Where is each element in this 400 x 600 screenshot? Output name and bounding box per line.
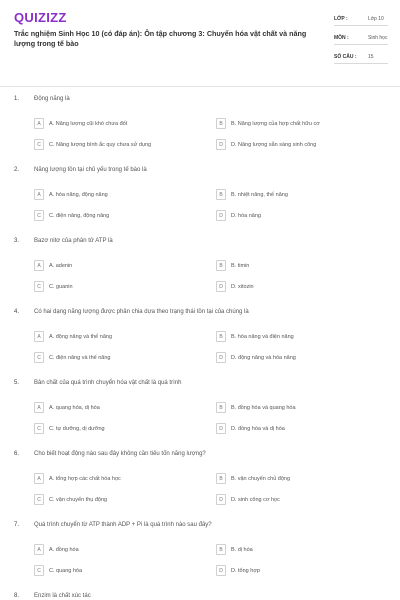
question-item: [0, 593, 400, 600]
option-letter: B: [216, 189, 226, 200]
option-text: A. adenin: [49, 262, 73, 269]
answer-option[interactable]: [34, 188, 202, 201]
option-letter: D: [216, 352, 226, 363]
option-text: B. đồng hóa và quang hóa: [231, 404, 296, 411]
option-text: B. nhiệt năng, thế năng: [231, 191, 288, 198]
option-letter: D: [216, 139, 226, 150]
answer-option[interactable]: [34, 330, 202, 343]
answer-option[interactable]: [34, 493, 202, 506]
answer-option[interactable]: [216, 351, 384, 364]
option-text: D. xitozin: [231, 283, 254, 290]
meta-value: 15: [368, 54, 374, 60]
option-letter: D: [216, 423, 226, 434]
option-letter: C: [34, 423, 44, 434]
answer-option[interactable]: [216, 422, 384, 435]
answer-option[interactable]: [216, 330, 384, 343]
question-text: Bazơ nitơ của phân tử ATP là: [34, 238, 113, 244]
question-item: [0, 238, 400, 309]
answer-option[interactable]: [34, 280, 202, 293]
question-item: [0, 96, 400, 167]
question-text: Quá trình chuyển từ ATP thành ADP + Pi là quá trình nào sau đây?: [34, 522, 212, 528]
question-item: [0, 380, 400, 451]
answer-option[interactable]: [216, 188, 384, 201]
option-letter: C: [34, 352, 44, 363]
option-letter: D: [216, 210, 226, 221]
option-text: D. Năng lượng sẵn sàng sinh công: [231, 141, 317, 148]
answer-option[interactable]: [216, 564, 384, 577]
option-letter: C: [34, 494, 44, 505]
option-letter: D: [216, 494, 226, 505]
option-text: C. tự dưỡng, dị dưỡng: [49, 425, 105, 432]
answer-option[interactable]: [34, 138, 202, 151]
question-text: Năng lượng tồn tại chủ yếu trong tế bào là: [34, 167, 147, 173]
answer-option[interactable]: [216, 209, 384, 222]
option-letter: A: [34, 189, 44, 200]
answer-option[interactable]: [34, 564, 202, 577]
answer-option[interactable]: [34, 351, 202, 364]
option-text: A. tổng hợp các chất hóa học: [49, 475, 121, 482]
meta-row-count: [334, 52, 388, 64]
option-letter: C: [34, 565, 44, 576]
option-letter: C: [34, 139, 44, 150]
question-text: Động năng là: [34, 96, 70, 102]
meta-value: Sinh học: [368, 35, 388, 41]
answer-option[interactable]: [34, 401, 202, 414]
question-number: 6.: [14, 451, 20, 457]
option-letter: D: [216, 565, 226, 576]
question-item: [0, 451, 400, 522]
option-text: C. điện năng và thế năng: [49, 354, 111, 361]
question-item: [0, 309, 400, 380]
option-text: A. quang hóa, dị hóa: [49, 404, 100, 411]
meta-panel: [334, 14, 388, 71]
option-letter: A: [34, 331, 44, 342]
question-text: Có hai dạng năng lượng được phân chia dựa theo trạng thái tồn tại của chúng là: [34, 309, 249, 315]
answer-option[interactable]: [216, 117, 384, 130]
answer-option[interactable]: [34, 259, 202, 272]
option-text: A. Năng lượng cũi khó chưa đốt: [49, 120, 128, 127]
option-text: B. Năng lượng của hợp chất hữu cơ: [231, 120, 320, 127]
meta-value: Lớp 10: [368, 16, 384, 22]
option-letter: A: [34, 473, 44, 484]
option-letter: B: [216, 260, 226, 271]
option-text: D. đồng hóa và dị hóa: [231, 425, 285, 432]
page-header: [0, 0, 400, 84]
question-number: 2.: [14, 167, 20, 173]
question-item: [0, 167, 400, 238]
answer-option[interactable]: [216, 138, 384, 151]
option-text: C. Năng lượng bình ắc quy chưa sử dụng: [49, 141, 152, 148]
answer-option[interactable]: [216, 472, 384, 485]
option-text: C. quang hóa: [49, 567, 83, 574]
question-text: Bản chất của quá trình chuyển hóa vật chất là quá trình: [34, 380, 182, 386]
page-title: Trắc nghiệm Sinh Học 10 (có đáp án): Ôn tập chương 3: Chuyển hóa vật chất và năng lượng trong tế bào: [14, 29, 307, 48]
answer-option[interactable]: [216, 493, 384, 506]
question-number: 3.: [14, 238, 20, 244]
answer-option[interactable]: [34, 543, 202, 556]
option-text: C. điện năng, động năng: [49, 212, 110, 219]
meta-row-subject: [334, 33, 388, 45]
option-letter: A: [34, 544, 44, 555]
option-text: A. đồng hóa: [49, 546, 79, 553]
option-text: D. hóa năng: [231, 212, 261, 219]
option-letter: A: [34, 260, 44, 271]
option-letter: B: [216, 402, 226, 413]
question-list: [0, 96, 400, 600]
option-text: B. vận chuyển chủ động: [231, 475, 291, 482]
answer-option[interactable]: [216, 401, 384, 414]
quizizz-logo[interactable]: QUIZIZZ: [14, 10, 67, 25]
meta-label: MÔN :: [334, 35, 349, 41]
answer-option[interactable]: [216, 280, 384, 293]
answer-option[interactable]: [34, 472, 202, 485]
question-number: 1.: [14, 96, 20, 102]
option-letter: B: [216, 544, 226, 555]
option-text: D. động năng và hóa năng: [231, 354, 296, 361]
meta-row-class: [334, 14, 388, 26]
question-item: [0, 522, 400, 593]
option-letter: B: [216, 473, 226, 484]
question-number: 4.: [14, 309, 20, 315]
meta-label: LỚP :: [334, 16, 348, 22]
option-text: C. guanin: [49, 283, 73, 290]
option-letter: B: [216, 331, 226, 342]
option-letter: B: [216, 118, 226, 129]
question-text: Cho biết hoạt động nào sau đây không cần tiêu tốn năng lượng?: [34, 451, 206, 457]
option-text: C. vận chuyển thụ động: [49, 496, 108, 503]
option-text: A. động năng và thế năng: [49, 333, 112, 340]
option-letter: C: [34, 210, 44, 221]
meta-label: SỐ CÂU :: [334, 54, 357, 60]
option-text: B. hóa năng và điện năng: [231, 333, 294, 340]
option-letter: A: [34, 118, 44, 129]
option-text: B. timin: [231, 262, 250, 269]
option-text: D. tổng hợp: [231, 567, 260, 574]
question-number: 5.: [14, 380, 20, 386]
answer-option[interactable]: [216, 543, 384, 556]
header-divider: [0, 86, 400, 87]
question-number: 7.: [14, 522, 20, 528]
option-text: D. sinh công cơ học: [231, 496, 280, 503]
option-letter: D: [216, 281, 226, 292]
question-text: Enzim là chất xúc tác: [34, 593, 91, 599]
option-letter: A: [34, 402, 44, 413]
option-letter: C: [34, 281, 44, 292]
question-number: 8.: [14, 593, 20, 599]
option-text: A. hóa năng, động năng: [49, 191, 108, 198]
answer-option[interactable]: [34, 117, 202, 130]
answer-option[interactable]: [34, 422, 202, 435]
answer-option[interactable]: [216, 259, 384, 272]
option-text: B. dị hóa: [231, 546, 253, 553]
answer-option[interactable]: [34, 209, 202, 222]
